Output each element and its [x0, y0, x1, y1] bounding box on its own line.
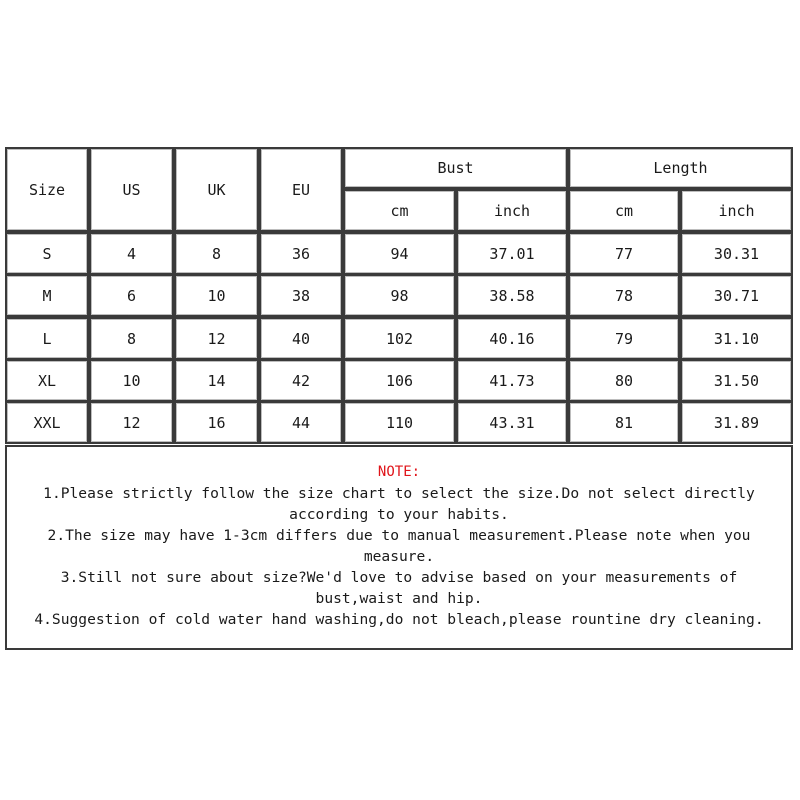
- cell-value: 43.31: [489, 413, 535, 432]
- header-length-inch-label: inch: [718, 201, 755, 220]
- cell-value: 94: [390, 244, 409, 263]
- cell-bust-cm: [343, 232, 456, 275]
- cell-value: 98: [390, 286, 409, 305]
- note-line-3: 3.Still not sure about size?We'd love to advise based on your measurements of bust,waist and hip.: [60, 569, 747, 607]
- header-length-label: Length: [653, 159, 708, 177]
- cell-value: 6: [126, 286, 137, 305]
- header-eu-label: EU: [291, 180, 311, 199]
- cell-value: 80: [614, 371, 634, 390]
- cell-length-inch: [680, 317, 793, 360]
- cell-length-inch: [680, 274, 793, 317]
- cell-value: S: [42, 244, 52, 263]
- header-bust-label: Bust: [437, 159, 474, 177]
- cell-value: 37.01: [489, 244, 535, 263]
- cell-value: 4: [126, 244, 137, 263]
- cell-value: 40.16: [489, 329, 535, 348]
- cell-value: 38: [291, 286, 311, 305]
- note-title: NOTE:: [377, 464, 421, 480]
- cell-length-inch: [680, 359, 793, 402]
- cell-uk: [174, 274, 259, 317]
- cell-us: [89, 359, 174, 402]
- header-bust-cm-label: cm: [390, 201, 409, 220]
- cell-value: 30.31: [713, 244, 760, 263]
- cell-value: 41.73: [489, 371, 535, 390]
- header-bust-inch: [456, 189, 568, 232]
- cell-value: 110: [385, 413, 414, 432]
- cell-value: 16: [207, 413, 226, 432]
- header-uk: [174, 147, 259, 232]
- cell-us: [89, 232, 174, 275]
- cell-value: XL: [37, 371, 57, 390]
- cell-value: 10: [122, 371, 141, 390]
- cell-value: 12: [207, 329, 226, 348]
- header-bust: [343, 147, 568, 189]
- cell-value: 81: [614, 413, 634, 432]
- header-bust-inch-label: inch: [493, 201, 531, 220]
- cell-length-cm: [568, 232, 680, 275]
- cell-value: 8: [211, 244, 222, 263]
- cell-bust-inch: [456, 317, 568, 360]
- cell-value: 42: [291, 371, 311, 390]
- cell-length-cm: [568, 274, 680, 317]
- cell-value: M: [42, 286, 52, 305]
- cell-eu: [259, 232, 343, 275]
- cell-eu: [259, 317, 343, 360]
- cell-value: 79: [614, 329, 634, 348]
- cell-value: 36: [291, 244, 311, 263]
- cell-bust-inch: [456, 232, 568, 275]
- header-us-label: US: [122, 180, 141, 199]
- cell-value: 40: [291, 329, 311, 348]
- cell-bust-cm: [343, 317, 456, 360]
- cell-bust-cm: [343, 401, 456, 444]
- cell-uk: [174, 317, 259, 360]
- cell-value: 31.89: [713, 413, 760, 432]
- cell-length-cm: [568, 401, 680, 444]
- cell-bust-inch: [456, 401, 568, 444]
- cell-bust-inch: [456, 359, 568, 402]
- cell-value: 77: [614, 244, 634, 263]
- cell-eu: [259, 359, 343, 402]
- cell-bust-cm: [343, 274, 456, 317]
- cell-length-cm: [568, 359, 680, 402]
- cell-value: 106: [385, 371, 414, 390]
- cell-length-inch: [680, 401, 793, 444]
- header-length: [568, 147, 793, 189]
- cell-value: L: [42, 329, 52, 348]
- cell-value: 31.10: [713, 329, 760, 348]
- cell-eu: [259, 274, 343, 317]
- cell-bust-cm: [343, 359, 456, 402]
- cell-value: XXL: [33, 413, 61, 432]
- cell-eu: [259, 401, 343, 444]
- cell-uk: [174, 359, 259, 402]
- header-length-cm: [568, 189, 680, 232]
- header-length-inch: [680, 189, 793, 232]
- cell-value: 10: [207, 286, 226, 305]
- header-size: [5, 147, 89, 232]
- cell-value: 44: [291, 413, 311, 432]
- cell-size: [5, 232, 89, 275]
- cell-value: 12: [122, 413, 141, 432]
- note-line-2: 2.The size may have 1-3cm differs due to manual measurement.Please note when you measure.: [47, 527, 760, 565]
- header-bust-cm: [343, 189, 456, 232]
- cell-uk: [174, 232, 259, 275]
- cell-value: 30.71: [713, 286, 760, 305]
- cell-value: 102: [385, 329, 414, 348]
- cell-value: 8: [126, 329, 137, 348]
- header-uk-label: UK: [207, 180, 226, 199]
- note-box: [5, 445, 793, 650]
- cell-value: 31.50: [713, 371, 760, 390]
- cell-uk: [174, 401, 259, 444]
- cell-length-cm: [568, 317, 680, 360]
- cell-size: [5, 317, 89, 360]
- note-line-4: 4.Suggestion of cold water hand washing,do not bleach,please rountine dry cleaning.: [34, 611, 764, 628]
- cell-value: 78: [614, 286, 634, 305]
- cell-size: [5, 359, 89, 402]
- note-line-1: 1.Please strictly follow the size chart to select the size.Do not select directly according to your habits.: [43, 485, 764, 523]
- header-length-cm-label: cm: [614, 201, 634, 220]
- cell-us: [89, 401, 174, 444]
- header-us: [89, 147, 174, 232]
- cell-value: 38.58: [489, 286, 535, 305]
- cell-us: [89, 274, 174, 317]
- cell-size: [5, 401, 89, 444]
- header-eu: [259, 147, 343, 232]
- header-size-label: Size: [28, 180, 66, 199]
- cell-length-inch: [680, 232, 793, 275]
- cell-bust-inch: [456, 274, 568, 317]
- cell-us: [89, 317, 174, 360]
- cell-size: [5, 274, 89, 317]
- cell-value: 14: [207, 371, 226, 390]
